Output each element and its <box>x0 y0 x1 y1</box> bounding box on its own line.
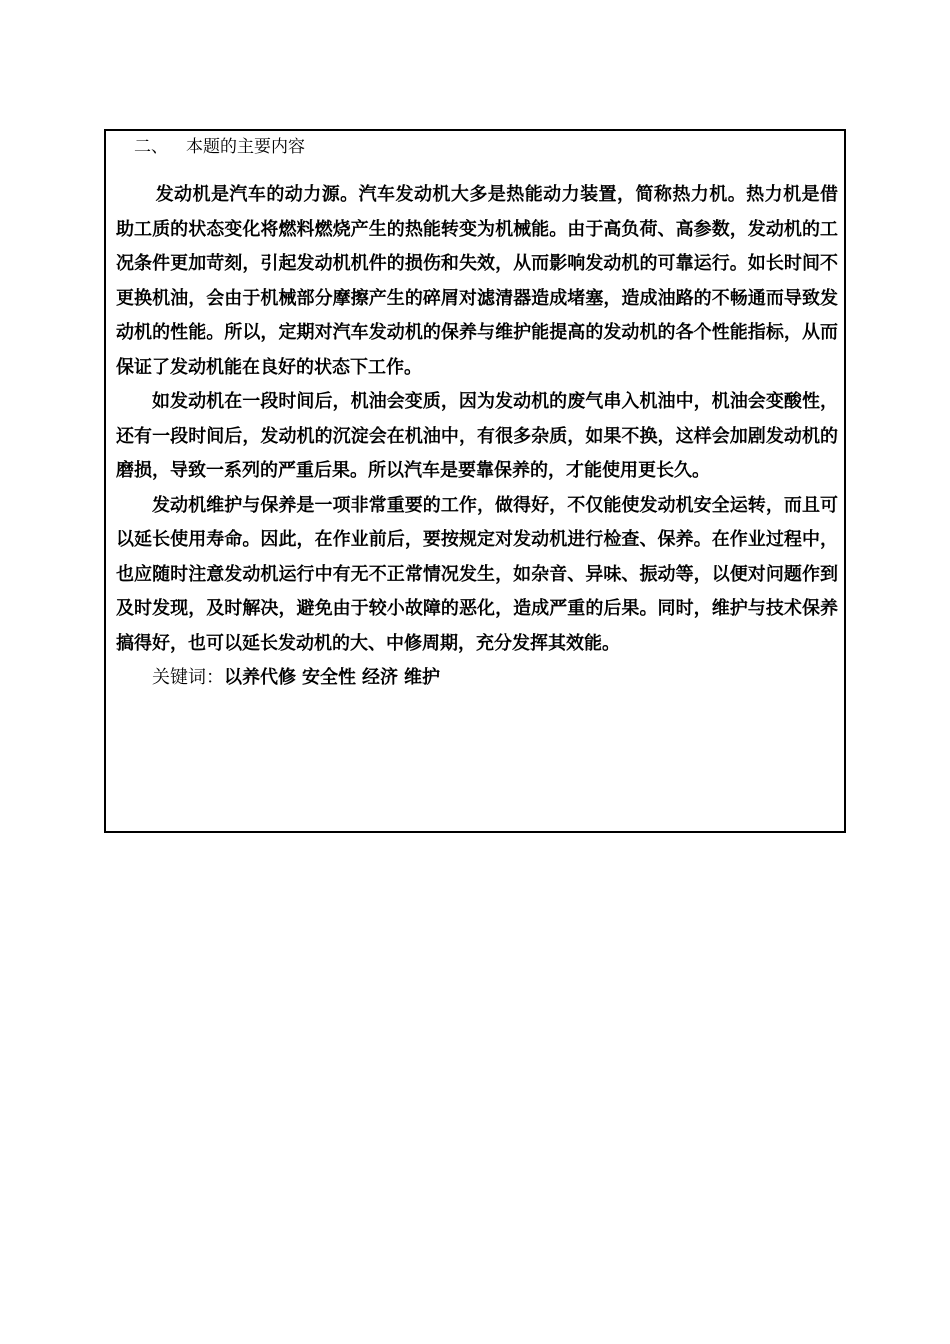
keyword-term: 维护 <box>404 667 440 688</box>
paragraph-3: 发动机维护与保养是一项非常重要的工作，做得好，不仅能使发动机安全运转，而且可以延长使用寿命。因此，在作业前后，要按规定对发动机进行检查、保养。在作业过程中，也应随时注意发动机运行中有无不正常情况发生，如杂音、异味、振动等，以便对问题作到及时发现，及时解决，避免由于较小故障的恶化，造成严重的后果。同时，维护与技术保养搞得好，也可以延长发动机的大、中修周期，充分发挥其效能。 <box>116 494 838 654</box>
keyword-term: 经济 <box>362 667 398 688</box>
keyword-term: 安全性 <box>302 667 356 688</box>
paragraph-2: 如发动机在一段时间后，机油会变质，因为发动机的废气串入机油中，机油会变酸性，还有一段时间后，发动机的沉淀会在机油中，有很多杂质，如果不换，这样会加剧发动机的磨损，导致一系列的严重后果。所以汽车是要靠保养的，才能使用更长久。 <box>116 391 838 481</box>
keyword-term: 以养代修 <box>224 667 296 688</box>
content-frame <box>104 129 846 833</box>
paragraph-1: 发动机是汽车的动力源。汽车发动机大多是热能动力装置，简称热力机。热力机是借助工质的状态变化将燃料燃烧产生的热能转变为机械能。由于高负荷、高参数，发动机的工况条件更加苛刻，引起发动机机件的损伤和失效，从而影响发动机的可靠运行。如长时间不更换机油，会由于机械部分摩擦产生的碎屑对滤清器造成堵塞，造成油路的不畅通而导致发动机的性能。所以，定期对汽车发动机的保养与维护能提高的发动机的各个性能指标，从而保证了发动机能在良好的状态下工作。 <box>116 184 838 378</box>
keywords-label: 关键词： <box>152 667 224 688</box>
section-heading <box>134 135 305 159</box>
keywords-line <box>116 661 838 696</box>
body-text <box>116 178 838 696</box>
section-number: 二、 <box>134 137 168 157</box>
section-title: 本题的主要内容 <box>186 137 305 157</box>
